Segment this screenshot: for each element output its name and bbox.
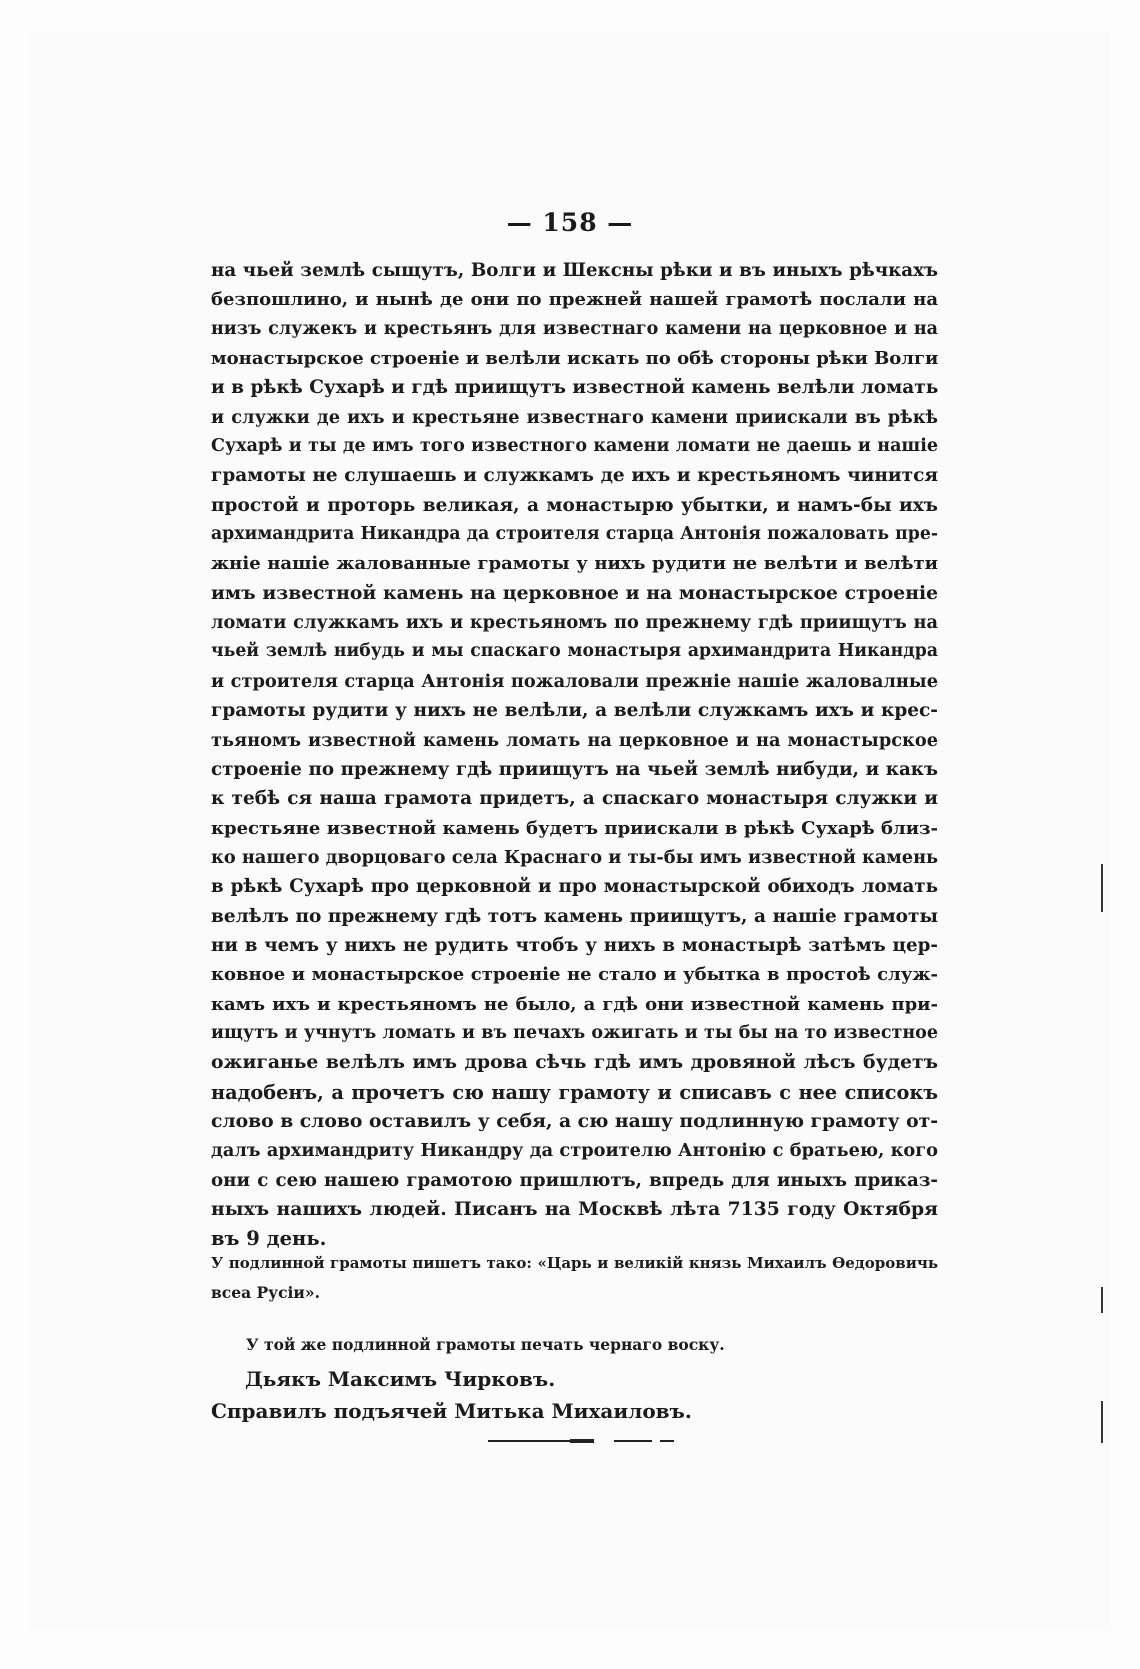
text-line: ни в чемъ у нихъ не рудить чтобъ у нихъ в монастырѣ затѣмъ цер-: [211, 934, 938, 956]
text-line: в рѣкѣ Сухарѣ про церковной и про монастырской обиходъ ломать: [211, 876, 938, 898]
text-line: слово в слово оставилъ у себя, а сю нашу подлинную грамоту от-: [211, 1109, 939, 1132]
text-line: ныхъ нашихъ людей. Писанъ на Москвѣ лѣта 7135 году Октября: [211, 1198, 938, 1220]
footnote-original-inscription-end: всеа Русіи».: [211, 1283, 320, 1302]
closing-rule-center: [570, 1439, 594, 1443]
text-line: жніе нашіе жалованные грамоты у нихъ рудити не велѣти и велѣти: [211, 553, 938, 575]
footnote-original-inscription: У подлинной грамоты пишетъ тако: «Царь и великій князь Михаилъ Ѳедоровичь: [211, 1254, 938, 1272]
text-line: ожиганье велѣлъ имъ дрова сѣчь гдѣ имъ дровяной лѣсъ будетъ: [211, 1051, 938, 1074]
scan-edge-mark: [1101, 1401, 1103, 1443]
text-line: грамоты не слушаешь и служкамъ де ихъ и крестьяномъ чинится: [211, 465, 938, 487]
text-line: велѣлъ по прежнему гдѣ тотъ камень приищутъ, а нашіе грамоты: [211, 905, 938, 927]
text-line: чьей землѣ нибудь и мы спаскаго монастыря архимандрита Никандра: [211, 641, 938, 662]
text-line: простой и проторь великая, а монастырю убытки, и намъ-бы ихъ: [211, 494, 938, 516]
footnote-seal: У той же подлинной грамоты печать чернаго воску.: [246, 1335, 725, 1354]
text-line: и строителя старца Антонія пожаловали прежніе нашіе жаловалные: [211, 670, 938, 692]
text-line: ломати служкамъ ихъ и крестьяномъ по прежнему гдѣ приищутъ на: [211, 612, 938, 634]
text-line: грамоты рудити у нихъ не велѣли, а велѣли служкамъ ихъ и крес-: [211, 700, 938, 722]
body-text: [211, 256, 938, 1254]
text-line: на чьей землѣ сыщутъ, Волги и Шексны рѣки и въ иныхъ рѣчкахъ: [211, 260, 938, 281]
text-line: архимандрита Никандра да строителя старца Антонія пожаловать пре-: [211, 524, 938, 545]
text-line: надобенъ, а прочетъ сю нашу грамоту и списавъ с нее списокъ: [211, 1080, 938, 1104]
scan-edge-mark: [1101, 1287, 1103, 1313]
page-number: — 158 —: [506, 208, 634, 237]
text-line: они с сею нашею грамотою пришлютъ, впредь для иныхъ приказ-: [211, 1169, 938, 1191]
text-line: въ 9 день.: [211, 1227, 327, 1251]
text-line: имъ известной камень на церковное и на монастырское строеніе: [211, 581, 938, 604]
text-line: ко нашего дворцоваго села Краснаго и ты-бы имъ известной камень: [211, 846, 939, 868]
text-line: к тебѣ ся наша грамота придетъ, а спаскаго монастыря служки и: [211, 788, 938, 810]
text-line: Сухарѣ и ты де имъ того известного камени ломати не даешь и нашіе: [211, 436, 938, 457]
text-line: крестьяне известной камень будетъ приискали в рѣкѣ Сухарѣ близ-: [211, 817, 938, 839]
text-line: и в рѣкѣ Сухарѣ и гдѣ приищутъ известной камень велѣли ломать: [211, 377, 939, 399]
text-line: ищутъ и учнутъ ломать и въ печахъ ожигать и ты бы на то известное: [211, 1022, 938, 1043]
text-line: камъ ихъ и крестьяномъ не было, а гдѣ они известной камень при-: [211, 993, 938, 1015]
closing-rule-dash: [614, 1440, 652, 1442]
closing-rule-dash: [660, 1440, 674, 1442]
text-line: и служки де ихъ и крестьяне известнаго камени приискали въ рѣкѣ: [211, 406, 938, 428]
signature-clerk: Дьякъ Максимъ Чирковъ.: [245, 1367, 556, 1391]
text-line: монастырское строеніе и велѣли искать по обѣ стороны рѣки Волги: [211, 348, 939, 370]
text-line: низъ служекъ и крестьянъ для известнаго камени на церковное и на: [211, 318, 938, 339]
text-line: тьяномъ известной камень ломать на церковное и на монастырское: [211, 729, 938, 751]
scan-edge-mark: [1101, 864, 1103, 912]
text-line: далъ архимандриту Никандру да строителю Антонію с братьею, кого: [211, 1140, 938, 1162]
text-line: безпошлино, и нынѣ де они по прежней нашей грамотѣ послали на: [211, 289, 938, 311]
signature-verifier: Справилъ подъячей Митька Михаиловъ.: [211, 1399, 692, 1423]
text-line: строеніе по прежнему гдѣ приищутъ на чьей землѣ нибуди, и какъ: [211, 758, 938, 780]
text-line: ковное и монастырское строеніе не стало и убытка в простоѣ служ-: [211, 964, 938, 986]
